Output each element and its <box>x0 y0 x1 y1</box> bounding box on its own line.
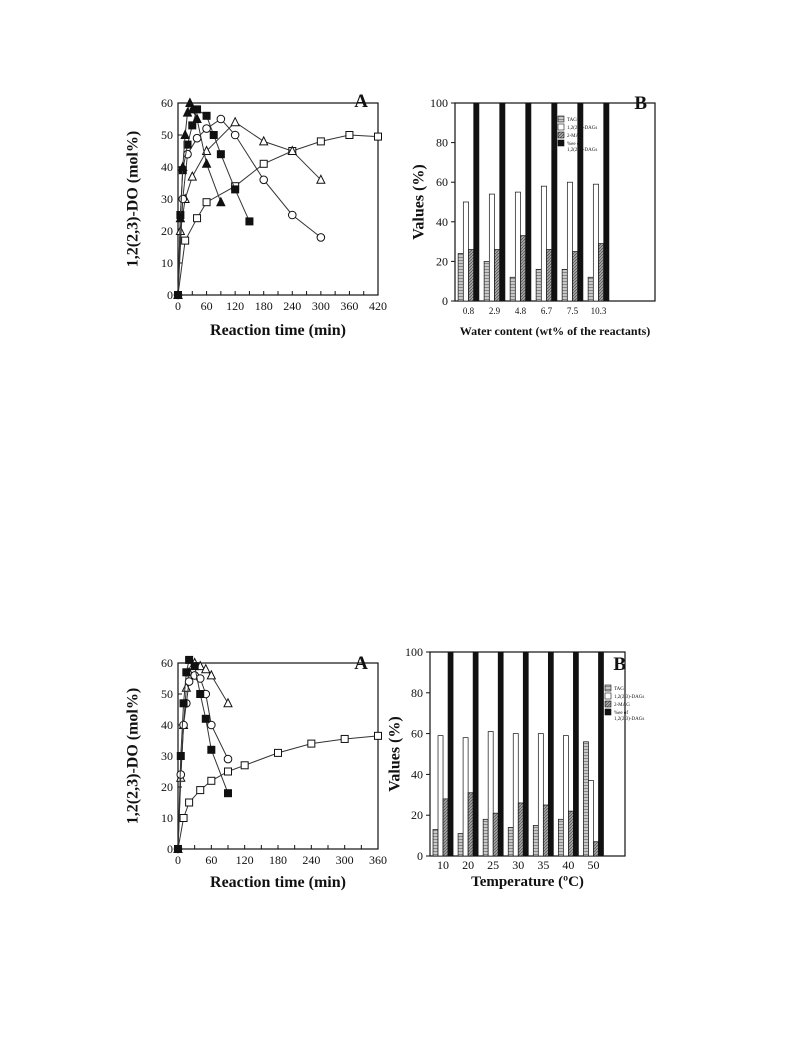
ee-bar <box>473 652 478 856</box>
series-line <box>178 119 321 295</box>
tag-bar <box>536 269 541 301</box>
data-point-circle <box>217 115 225 123</box>
legend-swatch <box>605 709 611 715</box>
x-tick-label: 420 <box>369 299 387 313</box>
y-tick-label: 20 <box>161 224 173 238</box>
data-point-square <box>180 815 187 822</box>
data-point-circle <box>203 125 211 133</box>
data-point-square <box>182 237 189 244</box>
dag-bar <box>489 194 494 301</box>
y-tick-label: 40 <box>161 160 173 174</box>
data-point-square <box>183 669 190 676</box>
mag-bar <box>443 799 448 856</box>
y-tick-label: 80 <box>436 135 448 150</box>
x-axis-title: Water content (wt% of the reactants) <box>459 324 651 338</box>
legend-swatch <box>558 116 564 122</box>
y-tick-label: 60 <box>436 175 448 190</box>
data-point-square <box>203 199 210 206</box>
x-tick-label: 4.8 <box>514 306 527 316</box>
legend-label: TAG <box>614 687 624 692</box>
data-point-square <box>197 787 204 794</box>
dag-bar <box>567 182 572 301</box>
y-tick-label: 60 <box>161 96 173 110</box>
x-tick-label: 360 <box>369 853 387 867</box>
x-tick-label: 300 <box>335 853 354 867</box>
water-content-bar-chart-1b <box>400 85 685 350</box>
mag-bar <box>469 250 474 301</box>
x-tick-label: 10.3 <box>590 306 607 316</box>
x-tick-label: 120 <box>226 299 245 313</box>
data-point-square <box>308 740 315 747</box>
data-point-circle <box>185 678 193 686</box>
data-point-square <box>275 749 282 756</box>
y-axis-title: 1,2(2,3)-DO (mol%) <box>124 130 142 268</box>
mag-bar <box>521 236 526 301</box>
x-axis-title: Reaction time (min) <box>210 874 346 891</box>
data-point-square <box>317 138 324 145</box>
mag-bar <box>547 250 552 301</box>
data-point-circle <box>260 176 268 184</box>
mag-bar <box>593 842 598 856</box>
data-point-square <box>175 846 182 853</box>
tag-bar <box>458 253 463 301</box>
dag-bar <box>538 734 543 856</box>
data-point-square <box>232 186 239 193</box>
data-point-square <box>208 746 215 753</box>
legend-swatch <box>558 124 564 130</box>
tag-bar <box>433 829 438 856</box>
y-axis-title: Values (%) <box>386 716 404 792</box>
x-tick-label: 120 <box>235 853 254 867</box>
x-tick-label: 60 <box>205 853 218 867</box>
data-point-square <box>225 768 232 775</box>
x-tick-label: 0 <box>175 853 181 867</box>
y-axis-title: Values (%) <box>410 164 428 240</box>
dag-bar <box>593 184 598 301</box>
x-tick-label: 60 <box>200 299 213 313</box>
ee-bar <box>598 652 603 856</box>
x-tick-label: 40 <box>562 858 575 872</box>
x-tick-label: 360 <box>340 299 359 313</box>
dag-bar <box>588 781 593 856</box>
ee-bar <box>552 103 557 301</box>
y-tick-label: 10 <box>161 256 173 270</box>
legend-label: 2-MAG <box>614 703 630 708</box>
x-tick-label: 240 <box>283 299 302 313</box>
x-tick-label: 20 <box>462 858 475 872</box>
ee-bar <box>573 652 578 856</box>
x-tick-label: 0 <box>175 299 181 313</box>
y-tick-label: 50 <box>161 128 173 142</box>
y-tick-label: 40 <box>161 718 173 732</box>
data-point-square <box>346 132 353 139</box>
x-tick-label: 2.9 <box>488 306 501 316</box>
data-point-square <box>203 112 210 119</box>
x-tick-label: 25 <box>487 858 500 872</box>
data-point-triangle <box>260 137 268 145</box>
data-point-circle <box>180 721 188 729</box>
x-tick-label: 30 <box>512 858 525 872</box>
data-point-square <box>210 132 217 139</box>
y-tick-label: 10 <box>161 811 173 825</box>
legend-swatch <box>558 140 564 146</box>
x-tick-label: 7.5 <box>566 306 579 316</box>
legend-swatch <box>605 693 611 699</box>
data-point-square <box>177 753 184 760</box>
mag-bar <box>568 811 573 856</box>
legend-label: 1,2(2,3)-DAGs <box>567 148 598 153</box>
dag-bar <box>515 192 520 301</box>
ee-bar <box>498 652 503 856</box>
x-tick-label: 0.8 <box>462 306 475 316</box>
panel-label: B <box>613 654 626 675</box>
data-point-square <box>208 777 215 784</box>
data-point-triangle <box>224 699 232 707</box>
dag-bar <box>488 732 493 856</box>
mag-bar <box>468 793 473 856</box>
ee-bar <box>474 103 479 301</box>
mag-bar <box>599 244 604 301</box>
mag-bar <box>543 805 548 856</box>
ee-bar <box>523 652 528 856</box>
data-point-square <box>260 160 267 167</box>
legend-label: 1,2(2,3)-DAGs <box>567 126 598 131</box>
data-point-triangle <box>203 159 211 167</box>
legend-label: %ee of <box>614 711 629 716</box>
y-tick-label: 30 <box>161 192 173 206</box>
x-tick-label: 240 <box>302 853 321 867</box>
data-point-circle <box>224 755 232 763</box>
data-point-circle <box>193 134 201 142</box>
legend-label: 2-MAG <box>567 134 583 139</box>
tag-bar <box>458 834 463 856</box>
mag-bar <box>495 250 500 301</box>
x-tick-label: 6.7 <box>540 306 553 316</box>
data-point-square <box>180 700 187 707</box>
data-point-square <box>375 133 382 140</box>
reaction-time-chart-1a <box>120 85 400 350</box>
tag-bar <box>562 269 567 301</box>
tag-bar <box>533 825 538 856</box>
y-tick-label: 60 <box>161 656 173 670</box>
data-point-square <box>202 715 209 722</box>
y-tick-label: 20 <box>411 808 423 823</box>
legend-swatch <box>558 132 564 138</box>
data-point-triangle <box>217 198 225 206</box>
tag-bar <box>483 819 488 856</box>
data-point-square <box>225 790 232 797</box>
series-line <box>178 135 378 295</box>
legend-label: %ee of <box>567 142 582 147</box>
legend-swatch <box>605 685 611 691</box>
data-point-square <box>186 799 193 806</box>
dag-bar <box>463 202 468 301</box>
ee-bar <box>448 652 453 856</box>
y-tick-label: 0 <box>167 842 173 856</box>
tag-bar <box>583 742 588 856</box>
x-tick-label: 10 <box>437 858 450 872</box>
y-tick-label: 20 <box>436 254 448 269</box>
temperature-bar-chart-2b <box>380 640 680 895</box>
x-tick-label: 50 <box>587 858 600 872</box>
data-point-circle <box>317 234 325 242</box>
data-point-circle <box>231 131 239 139</box>
dag-bar <box>463 738 468 856</box>
y-tick-label: 80 <box>411 685 423 700</box>
x-tick-label: 180 <box>254 299 273 313</box>
mag-bar <box>518 803 523 856</box>
y-tick-label: 40 <box>411 767 423 782</box>
legend-label: 1,2(2,3)-DAGs <box>614 717 645 722</box>
ee-bar <box>500 103 505 301</box>
mag-bar <box>573 252 578 302</box>
ee-bar <box>578 103 583 301</box>
data-point-triangle <box>188 172 196 180</box>
dag-bar <box>563 736 568 856</box>
legend-label: 1,2(2,3)-DAGs <box>614 695 645 700</box>
ee-bar <box>548 652 553 856</box>
dag-bar <box>438 736 443 856</box>
panel-label: A <box>354 653 368 674</box>
data-point-square <box>246 218 253 225</box>
tag-bar <box>558 819 563 856</box>
panel-label: B <box>634 93 647 114</box>
y-tick-label: 0 <box>417 849 423 863</box>
data-point-square <box>341 735 348 742</box>
x-axis-title: Temperature (ºC) <box>471 874 584 890</box>
data-point-triangle <box>231 118 239 126</box>
ee-bar <box>526 103 531 301</box>
y-tick-label: 60 <box>411 726 423 741</box>
reaction-time-chart-2a <box>120 645 400 895</box>
y-tick-label: 100 <box>430 96 448 110</box>
legend-label: TAG <box>567 118 577 123</box>
data-point-square <box>194 215 201 222</box>
x-tick-label: 300 <box>311 299 330 313</box>
y-tick-label: 30 <box>161 749 173 763</box>
data-point-square <box>197 691 204 698</box>
data-point-square <box>241 762 248 769</box>
tag-bar <box>510 277 515 301</box>
tag-bar <box>484 261 489 301</box>
data-point-square <box>217 151 224 158</box>
tag-bar <box>588 277 593 301</box>
data-point-circle <box>179 195 187 203</box>
tag-bar <box>508 827 513 856</box>
y-tick-label: 40 <box>436 214 448 229</box>
x-axis-title: Reaction time (min) <box>210 322 346 339</box>
x-tick-label: 180 <box>269 853 287 867</box>
x-tick-label: 35 <box>537 858 550 872</box>
dag-bar <box>541 186 546 301</box>
mag-bar <box>493 813 498 856</box>
dag-bar <box>513 734 518 856</box>
data-point-circle <box>288 211 296 219</box>
data-point-square <box>191 663 198 670</box>
y-tick-label: 0 <box>167 288 173 302</box>
legend-swatch <box>605 701 611 707</box>
y-tick-label: 20 <box>161 780 173 794</box>
y-axis-title: 1,2(2,3)-DO (mol%) <box>124 687 142 825</box>
y-tick-label: 100 <box>405 645 423 659</box>
y-tick-label: 50 <box>161 687 173 701</box>
y-tick-label: 0 <box>442 294 448 308</box>
data-point-triangle <box>181 131 189 139</box>
ee-bar <box>604 103 609 301</box>
panel-label: A <box>354 91 368 112</box>
